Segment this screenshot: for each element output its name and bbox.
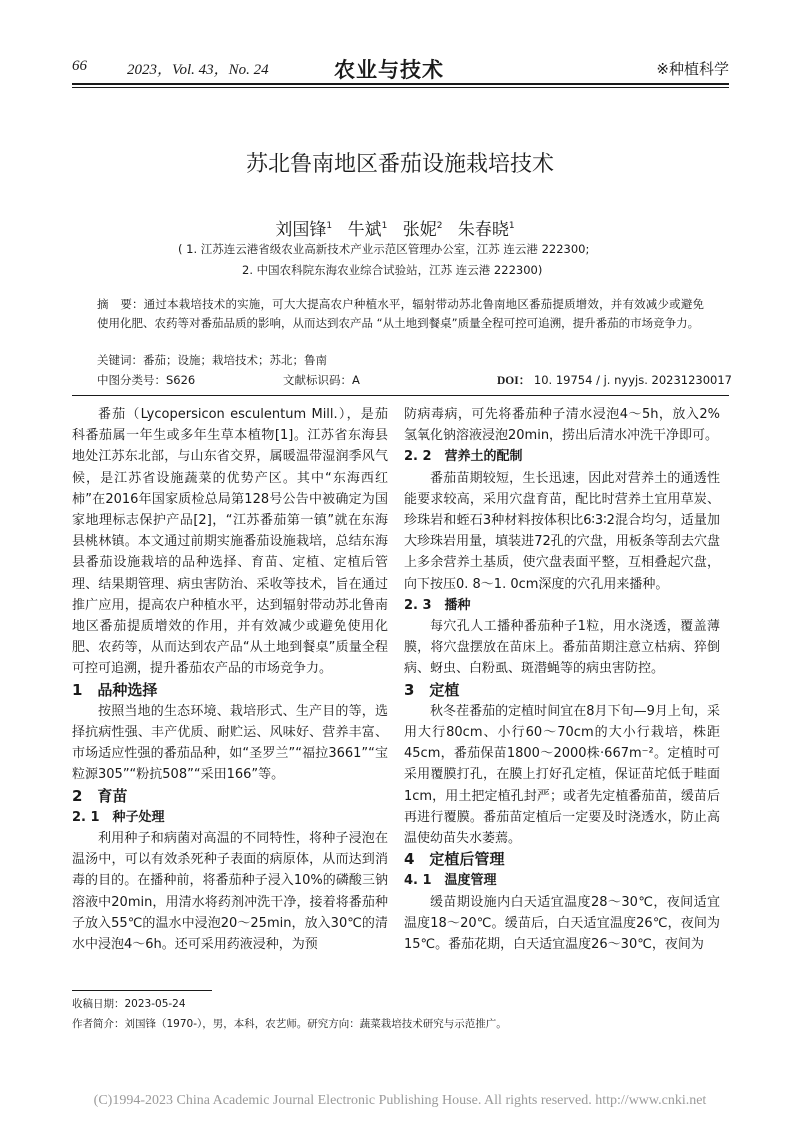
footnote-rule xyxy=(72,990,212,991)
doi xyxy=(497,372,732,388)
body-paragraph: 番茄苗期较短，生长迅速，因此对营养土的通透性能要求较高，采用穴盘育苗，配比时营养土宜用草炭、珍珠岩和蛭石3种材料按体积比6∶3∶2混合均匀，适量加大珍珠岩用量，填装进72孔的穴盘，用板条等刮去穴盘上多余营养土基质，使穴盘表面平整，互相叠起穴盘，向下按压0. 8～1. 0cm深度的穴孔用来播种。 xyxy=(404,470,720,592)
abstract xyxy=(97,295,704,333)
volume-info: 2023，Vol. 43，No. 24 xyxy=(127,62,269,78)
keywords: 关键词：番茄；设施；栽培技术；苏北；鲁南 xyxy=(97,353,327,367)
right-column xyxy=(404,404,720,955)
subsection-heading: 4. 1 温度管理 xyxy=(404,873,497,889)
header-rule-thin xyxy=(72,87,729,88)
body-paragraph: 按照当地的生态环境、栽培形式、生产目的等，选择抗病性强、丰产优质、耐贮运、风味好、营养丰富、市场适应性强的番茄品种，如“圣罗兰”“福拉3661”“宝粒源305”“粉抗508”“采田166”等。 xyxy=(72,703,388,783)
body-paragraph: 利用种子和病菌对高温的不同特性，将种子浸泡在温汤中，可以有效杀死种子表面的病原体，从而达到消毒的目的。在播种前，将番茄种子浸入10%的磷酸三钠溶液中20min，用清水将药剂冲洗干净，接着将番茄种子放入55℃的温水中浸泡20～25min，放入30℃的清水中浸泡4～6h。还可采用药液浸种，为预 xyxy=(72,831,388,953)
subsection-heading: 2. 1 种子处理 xyxy=(72,809,165,825)
author-bio: 作者简介：刘国锋（1970-），男，本科，农艺师。研究方向：蔬菜栽培技术研究与示范推广。 xyxy=(72,1018,507,1030)
body-paragraph: 秋冬茬番茄的定植时间宜在8月下旬—9月上旬，采用大行80cm、小行60～70cm的大小行栽培，株距45cm，番茄保苗1800～2000株·667m⁻²。定植时可采用覆膜打孔，在膜上打好孔定植，保证苗坨低于畦面1cm，用土把定植孔封严；或者先定植番茄苗，缓苗后再进行覆膜。番茄苗定植后一定要及时浇透水，防止高温使幼苗失水萎蔫。 xyxy=(404,703,720,847)
affiliation-line: ( 1. 江苏连云港省级农业高新技术产业示范区管理办公室，江苏 连云港 222300; xyxy=(178,242,590,256)
journal-name: 农业与技术 xyxy=(334,58,444,82)
author-name: 牛斌 xyxy=(347,220,382,240)
abstract-label: 摘 要： xyxy=(97,297,144,311)
received-date: 收稿日期：2023-05-24 xyxy=(72,998,186,1010)
section-heading: 2 育苗 xyxy=(72,786,128,805)
abstract-rule xyxy=(72,395,729,396)
copyright-watermark: (C)1994-2023 China Academic Journal Electronic Publishing House. All rights reserved. http://www.cnki.net xyxy=(93,1093,707,1108)
section-heading: 3 定植 xyxy=(404,680,460,699)
subsection-heading: 2. 2 营养土的配制 xyxy=(404,449,523,465)
author-affiliation-mark: 2 xyxy=(436,221,443,231)
doi-label: DOI： xyxy=(497,375,531,387)
author-affiliation-mark: 1 xyxy=(381,221,388,231)
author-affiliation-mark: 1 xyxy=(508,221,515,231)
author-name: 刘国锋 xyxy=(275,220,327,240)
section-name: ※种植科学 xyxy=(656,60,729,78)
author-name: 朱春晓 xyxy=(457,220,509,240)
section-heading: 4 定植后管理 xyxy=(404,850,505,869)
header-rule xyxy=(72,83,729,85)
author-list xyxy=(0,215,800,240)
body-paragraph: 缓苗期设施内白天适宜温度28～30℃，夜间适宜温度18～20℃。缓苗后，白天适宜温度26℃，夜间为15℃。番茄花期，白天适宜温度26～30℃，夜间为 xyxy=(404,894,720,953)
running-header xyxy=(72,54,729,82)
body-paragraph: 防病毒病，可先将番茄种子清水浸泡4～5h，放入2%氢氧化钠溶液浸泡20min，捞出后清水冲洗干净即可。 xyxy=(404,407,720,444)
subsection-heading: 2. 3 播种 xyxy=(404,597,471,613)
body-paragraph: 每穴孔人工播种番茄种子1粒，用水浇透，覆盖薄膜，将穴盘摆放在苗床上。番茄苗期注意立枯病、猝倒病、蚜虫、白粉虱、斑潜蝇等的病虫害防控。 xyxy=(404,619,720,677)
author-name: 张妮 xyxy=(402,220,437,240)
author-affiliation-mark: 1 xyxy=(326,221,333,231)
article-title: 苏北鲁南地区番茄设施栽培技术 xyxy=(245,152,554,177)
document-code: 文献标识码：A xyxy=(283,373,360,387)
section-heading: 1 品种选择 xyxy=(72,680,158,699)
body-paragraph: 番茄（Lycopersicon esculentum Mill.），是茄科番茄属一年生或多年生草本植物[1]。江苏省东海县地处江苏东北部，与山东省交界，属暖温带湿润季风气候，是江苏省设施蔬菜的优势产区。其中“东海西红柿”在2016年国家质检总局第128号公告中被确定为国家地理标志保护产品[2]，“江苏番茄第一镇”就在东海县桃林镇。本文通过前期实施番茄设施栽培，总结东海县番茄设施栽培的品种选择、育苗、定植、定植后管理、结果期管理、病虫害防治、采收等技术，旨在通过推广应用，提高农户种植水平，达到辐射带动苏北鲁南地区番茄提质增效的作用，并有效减少或避免使用化肥、农药等，从而达到农产品“从土地到餐桌”质量全程可控可追溯，提升番茄农产品的市场竞争力。 xyxy=(72,407,388,677)
doi-value: 10. 19754 / j. nyyjs. 20231230017 xyxy=(533,373,732,387)
page-number: 66 xyxy=(72,58,87,74)
clc-number: 中图分类号：S626 xyxy=(97,373,196,387)
affiliation-line: 2. 中国农科院东海农业综合试验站，江苏 连云港 222300) xyxy=(242,263,543,277)
left-column xyxy=(72,404,388,955)
abstract-text: 通过本栽培技术的实施，可大大提高农户种植水平，辐射带动苏北鲁南地区番茄提质增效，并有效减少或避免使用化肥、农药等对番茄品质的影响，从而达到农产品 “从土地到餐桌”质量全程可控可追溯，提升番茄的市场竞争力。 xyxy=(97,297,705,330)
